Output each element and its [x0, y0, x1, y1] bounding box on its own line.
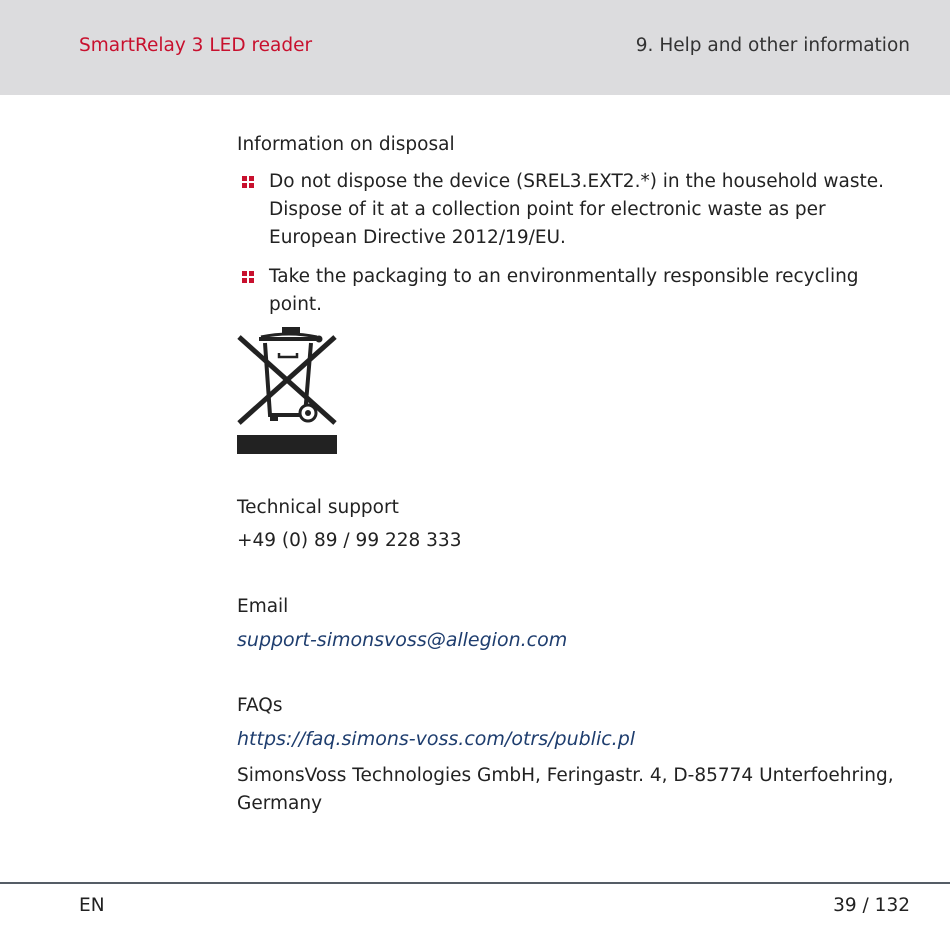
- bullet-line: Do not dispose the device (SREL3.EXT2.*) in the household waste.: [269, 171, 884, 192]
- chapter-title: 9. Help and other information: [635, 35, 910, 56]
- company-address-line: Germany: [237, 793, 323, 814]
- disposal-heading: Information on disposal: [237, 134, 455, 155]
- product-title: SmartRelay 3 LED reader: [79, 35, 313, 56]
- bullet-line: point.: [269, 294, 323, 315]
- bullet-icon: [242, 271, 254, 283]
- footer-language: EN: [79, 895, 105, 916]
- support-heading: Technical support: [237, 497, 399, 518]
- page-number: 39 / 132: [833, 895, 910, 916]
- email-heading: Email: [237, 596, 289, 617]
- bullet-line: Dispose of it at a collection point for electronic waste as per: [269, 199, 826, 220]
- bullet-line: European Directive 2012/19/EU.: [269, 227, 566, 248]
- bullet-icon: [242, 176, 254, 188]
- email-link[interactable]: support-simonsvoss@allegion.com: [237, 629, 568, 651]
- faqs-link[interactable]: https://faq.simons-voss.com/otrs/public.pl: [237, 728, 636, 750]
- support-phone: +49 (0) 89 / 99 228 333: [237, 530, 462, 551]
- weee-crossed-bin-icon: [237, 325, 337, 455]
- footer-divider: [0, 882, 950, 884]
- company-address-line: SimonsVoss Technologies GmbH, Feringastr. 4, D-85774 Unterfoehring,: [237, 765, 894, 786]
- faqs-heading: FAQs: [237, 695, 283, 716]
- bullet-line: Take the packaging to an environmentally responsible recycling: [269, 266, 859, 287]
- page-header: [0, 0, 950, 95]
